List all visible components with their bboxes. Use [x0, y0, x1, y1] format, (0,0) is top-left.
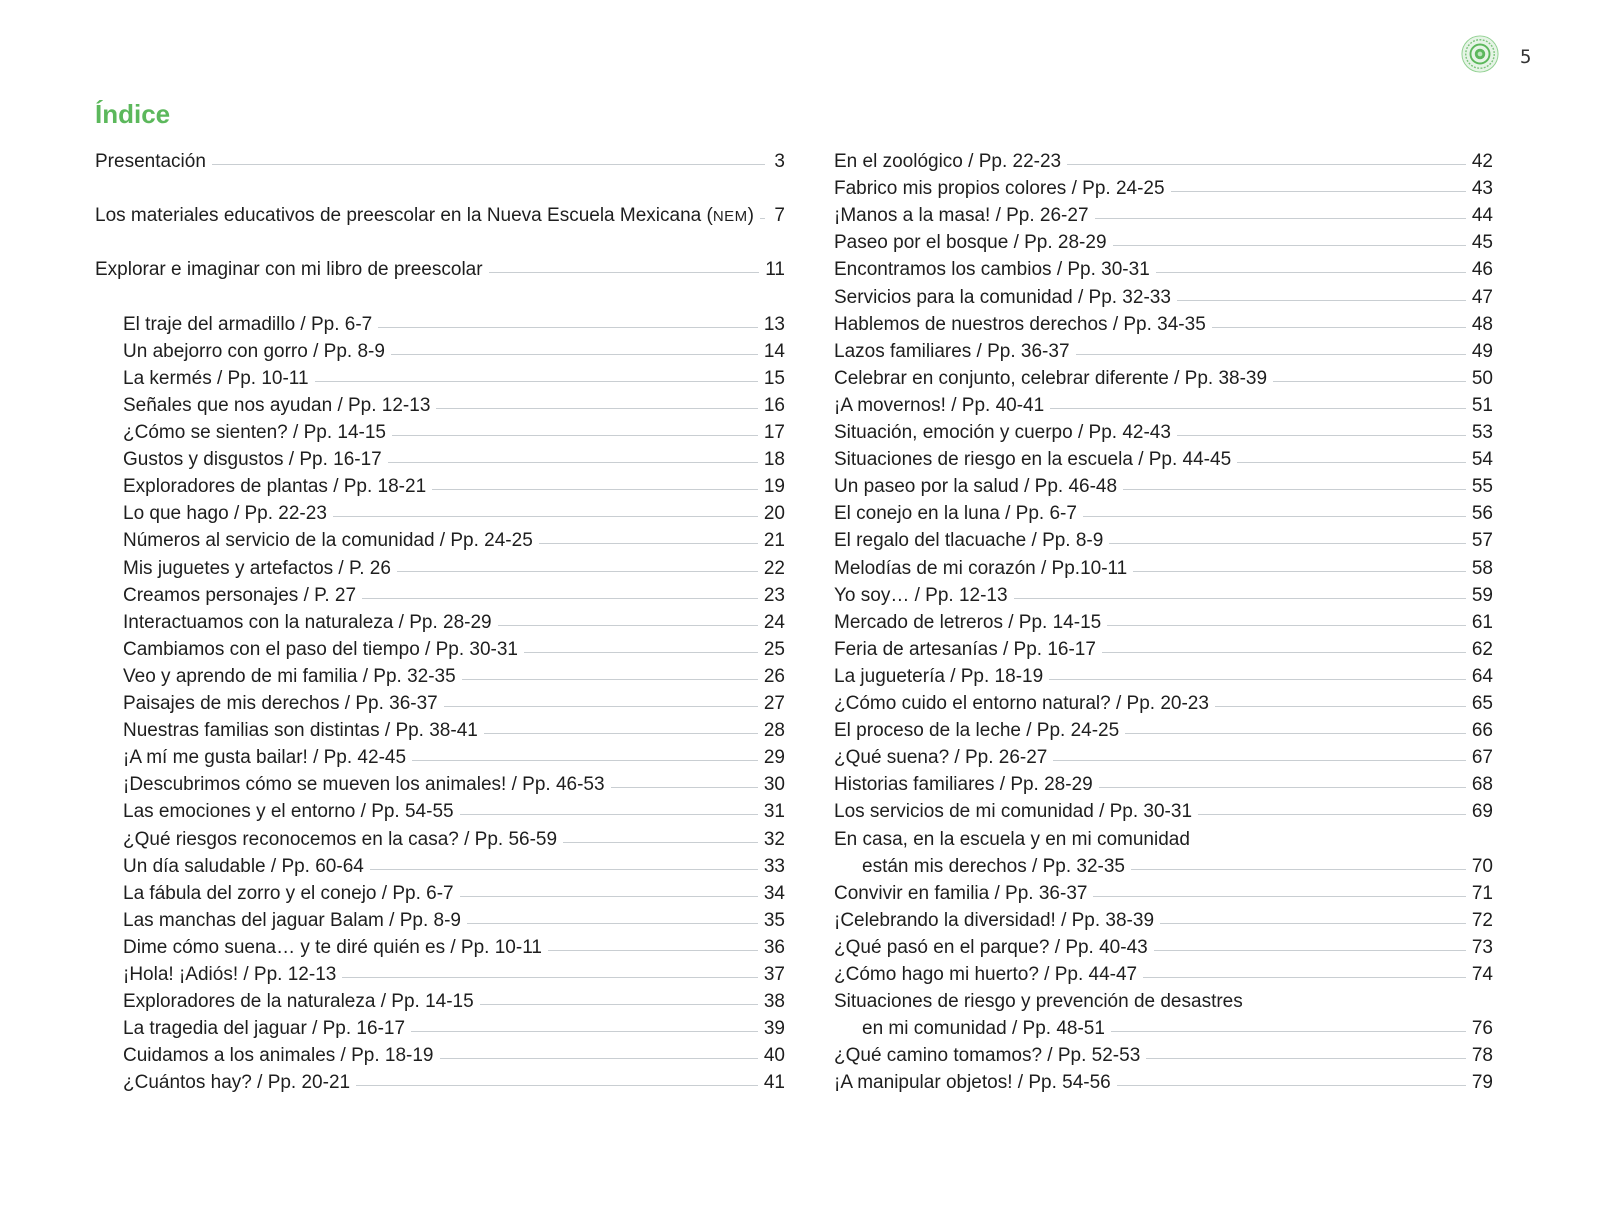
toc-entry[interactable]: [95, 419, 785, 446]
toc-entry-page: 26: [763, 665, 785, 687]
toc-entry-page: 40: [763, 1045, 785, 1067]
toc-entry-page: 42: [1471, 151, 1493, 172]
toc-entry-page: 35: [763, 909, 785, 931]
toc-leader-line: [391, 354, 758, 355]
toc-entry-page: 48: [1471, 313, 1493, 335]
toc-entry-label: ¿Qué camino tomamos? / Pp. 52-53: [834, 1045, 1141, 1067]
toc-entry-label: Encontramos los cambios / Pp. 30-31: [834, 259, 1150, 281]
toc-leader-line: [356, 1085, 758, 1086]
toc-entry-label: ¡Hola! ¡Adiós! / Pp. 12-13: [123, 964, 337, 985]
toc-leader-line: [1014, 598, 1466, 599]
toc-entry-page: 39: [763, 1018, 785, 1040]
toc-entry-page: 71: [1471, 882, 1493, 904]
toc-entry-page: 37: [763, 964, 785, 985]
toc-entry-label: ¡A movernos! / Pp. 40-41: [834, 394, 1045, 416]
toc-entry-page: 11: [765, 259, 785, 281]
toc-leader-line: [333, 516, 758, 517]
toc-entry[interactable]: [834, 527, 1493, 554]
toc-leader-line: [1154, 950, 1466, 951]
toc-entry[interactable]: [95, 961, 785, 988]
toc-entry-page: 51: [1471, 394, 1493, 416]
toc-leader-line: [1177, 435, 1466, 436]
toc-entry[interactable]: [95, 717, 785, 744]
toc-leader-line: [1113, 245, 1466, 246]
toc-entry-label: Gustos y disgustos / Pp. 16-17: [123, 449, 382, 471]
toc-leader-line: [1156, 272, 1466, 273]
toc-entry[interactable]: [834, 202, 1493, 229]
toc-leader-line: [1053, 760, 1465, 761]
toc-entry[interactable]: [834, 609, 1493, 636]
toc-entry-label: Un abejorro con gorro / Pp. 8-9: [123, 340, 385, 362]
toc-leader-line: [1067, 164, 1466, 165]
toc-entry-page: 47: [1471, 286, 1493, 308]
toc-entry-page: 30: [763, 774, 785, 796]
toc-entry-label: La kermés / Pp. 10-11: [123, 367, 309, 389]
toc-entry[interactable]: [95, 446, 785, 473]
toc-leader-line: [1177, 300, 1466, 301]
toc-entry-page: 78: [1471, 1045, 1493, 1067]
toc-entry[interactable]: [95, 527, 785, 554]
toc-leader-line: [212, 164, 765, 165]
toc-entry-label: ¿Cuántos hay? / Pp. 20-21: [123, 1072, 351, 1094]
toc-entry[interactable]: [834, 338, 1493, 365]
toc-entry[interactable]: [95, 311, 785, 338]
toc-entry[interactable]: [95, 744, 785, 771]
toc-leader-line: [1095, 218, 1466, 219]
toc-entry[interactable]: [95, 826, 785, 853]
toc-entry-page: 45: [1471, 232, 1493, 254]
toc-entry-label: ¡Manos a la masa! / Pp. 26-27: [834, 205, 1089, 227]
toc-entry-page: 46: [1471, 259, 1493, 281]
toc-entry[interactable]: [95, 907, 785, 934]
toc-entry-label: Un paseo por la salud / Pp. 46-48: [834, 476, 1118, 498]
toc-entry-label: Interactuamos con la naturaleza / Pp. 28-29: [123, 611, 492, 633]
toc-entry-label: Convivir en familia / Pp. 36-37: [834, 882, 1088, 904]
toc-entry-label: ¡Celebrando la diversidad! / Pp. 38-39: [834, 909, 1155, 931]
toc-entry-label: ¿Cómo cuido el entorno natural? / Pp. 20-23: [834, 693, 1209, 714]
toc-entry-label: Veo y aprendo de mi familia / Pp. 32-35: [123, 665, 456, 687]
toc-entry-label: Paisajes de mis derechos / Pp. 36-37: [123, 693, 438, 714]
toc-entry-page: 66: [1471, 720, 1493, 742]
toc-entry[interactable]: [95, 880, 785, 907]
toc-entry-page: 65: [1471, 693, 1493, 714]
toc-entry[interactable]: [95, 771, 785, 798]
toc-leader-line: [392, 435, 758, 436]
toc-leader-line: [489, 272, 760, 273]
toc-entry-label: Las manchas del jaguar Balam / Pp. 8-9: [123, 909, 461, 931]
toc-leader-line: [1273, 381, 1466, 382]
toc-entry[interactable]: [95, 555, 785, 582]
toc-entry-label: ¡A mí me gusta bailar! / Pp. 42-45: [123, 747, 407, 769]
toc-leader-line: [480, 1004, 758, 1005]
toc-entry-label: ¡A manipular objetos! / Pp. 54-56: [834, 1072, 1111, 1094]
toc-leader-line: [611, 787, 758, 788]
toc-entry-label: Nuestras familias son distintas / Pp. 38-41: [123, 720, 478, 742]
page-number: 5: [1520, 46, 1532, 68]
toc-leader-line: [397, 571, 758, 572]
toc-entry-page: 28: [763, 720, 785, 742]
toc-entry-label: Creamos personajes / P. 27: [123, 584, 357, 606]
toc-entry-page: 17: [763, 422, 785, 443]
toc-leader-line: [524, 652, 758, 653]
toc-entry[interactable]: [834, 1042, 1493, 1069]
toc-entry-label: Situaciones de riesgo en la escuela / Pp. 44-45: [834, 449, 1232, 471]
toc-entry-label: Los servicios de mi comunidad / Pp. 30-31: [834, 801, 1193, 823]
toc-entry-page: 29: [763, 747, 785, 769]
toc-entry-page: 73: [1471, 936, 1493, 958]
toc-entry[interactable]: [834, 636, 1493, 663]
toc-entry-page: 20: [763, 503, 785, 525]
toc-entry[interactable]: [834, 582, 1493, 609]
toc-entry-page: 57: [1471, 530, 1493, 552]
toc-leader-line: [1107, 625, 1466, 626]
toc-leader-line: [460, 814, 758, 815]
toc-entry[interactable]: [95, 500, 785, 527]
toc-leader-line: [1050, 408, 1466, 409]
toc-entry[interactable]: [834, 1015, 1493, 1042]
toc-leader-line: [440, 1058, 758, 1059]
toc-entry[interactable]: [834, 934, 1493, 961]
toc-leader-line: [539, 543, 758, 544]
toc-entry-label: Cuidamos a los animales / Pp. 18-19: [123, 1045, 434, 1067]
toc-entry[interactable]: [95, 934, 785, 961]
green-circular-emblem-icon: [1461, 35, 1499, 73]
toc-entry-page: 59: [1471, 584, 1493, 606]
toc-entry-page: 50: [1471, 367, 1493, 389]
toc-entry-label: Exploradores de la naturaleza / Pp. 14-15: [123, 991, 474, 1013]
toc-entry-label: Lazos familiares / Pp. 36-37: [834, 340, 1070, 362]
toc-entry-label: Fabrico mis propios colores / Pp. 24-25: [834, 178, 1165, 200]
toc-entry-label: Explorar e imaginar con mi libro de preescolar: [95, 259, 483, 281]
toc-leader-line: [411, 1031, 758, 1032]
toc-entry[interactable]: [834, 826, 1493, 853]
toc-leader-line: [1102, 652, 1466, 653]
toc-leader-line: [370, 869, 758, 870]
toc-entry-label: En casa, en la escuela y en mi comunidad: [834, 828, 1190, 850]
toc-leader-line: [432, 489, 758, 490]
toc-leader-line: [548, 950, 758, 951]
toc-entry[interactable]: [95, 338, 785, 365]
toc-entry-page: 3: [774, 151, 785, 172]
toc-entry-page: 14: [763, 340, 785, 362]
toc-entry[interactable]: [95, 798, 785, 825]
toc-entry[interactable]: [95, 1069, 785, 1096]
toc-leader-line: [1237, 462, 1466, 463]
toc-entry[interactable]: [834, 473, 1493, 500]
toc-entry-label: Feria de artesanías / Pp. 16-17: [834, 638, 1096, 660]
toc-entry-page: 36: [763, 936, 785, 958]
toc-entry-label: El traje del armadillo / Pp. 6-7: [123, 313, 373, 335]
toc-entry[interactable]: [834, 311, 1493, 338]
toc-entry-page: 58: [1471, 557, 1493, 579]
toc-entry[interactable]: [834, 392, 1493, 419]
toc-entry-page: 54: [1471, 449, 1493, 471]
toc-leader-line: [362, 598, 758, 599]
toc-entry[interactable]: [95, 256, 785, 283]
toc-leader-line: [1111, 1031, 1466, 1032]
toc-entry-page: 72: [1471, 909, 1493, 931]
toc-entry-label: Hablemos de nuestros derechos / Pp. 34-35: [834, 313, 1206, 335]
toc-entry-label: ¿Qué pasó en el parque? / Pp. 40-43: [834, 936, 1148, 958]
toc-entry[interactable]: [834, 1069, 1493, 1096]
toc-entry[interactable]: [95, 365, 785, 392]
toc-entry-page: 22: [763, 557, 785, 579]
toc-entry-label: La tragedia del jaguar / Pp. 16-17: [123, 1018, 406, 1040]
toc-entry-label: Presentación: [95, 151, 206, 172]
toc-entry-page: 61: [1471, 611, 1493, 633]
toc-entry-label: Un día saludable / Pp. 60-64: [123, 855, 364, 877]
toc-entry-label: ¿Qué riesgos reconocemos en la casa? / Pp. 56-59: [123, 828, 558, 850]
toc-leader-line: [484, 733, 758, 734]
toc-entry[interactable]: [95, 663, 785, 690]
toc-leader-line: [1125, 733, 1466, 734]
toc-entry-label: Los materiales educativos de preescolar en la Nueva Escuela Mexicana (NEM): [95, 205, 754, 227]
toc-leader-line: [1146, 1058, 1466, 1059]
toc-entry-page: 43: [1471, 178, 1493, 200]
toc-leader-line: [1215, 706, 1466, 707]
toc-entry[interactable]: [95, 1015, 785, 1042]
toc-entry-label: La fábula del zorro y el conejo / Pp. 6-7: [123, 882, 454, 904]
toc-entry[interactable]: [95, 473, 785, 500]
toc-entry[interactable]: [834, 229, 1493, 256]
toc-entry-label: Dime cómo suena… y te diré quién es / Pp. 10-11: [123, 936, 542, 958]
toc-leader-line: [378, 327, 758, 328]
toc-leader-line: [444, 706, 758, 707]
toc-entry-page: 68: [1471, 774, 1493, 796]
toc-leader-line: [1083, 516, 1466, 517]
toc-entry-page: 19: [763, 476, 785, 498]
toc-entry-page: 7: [774, 205, 785, 227]
toc-entry-label: Señales que nos ayudan / Pp. 12-13: [123, 394, 431, 416]
toc-entry-page: 53: [1471, 422, 1493, 443]
toc-entry-page: 34: [763, 882, 785, 904]
toc-entry[interactable]: [834, 256, 1493, 283]
toc-leader-line: [1143, 977, 1466, 978]
toc-entry-page: 79: [1471, 1072, 1493, 1094]
toc-entry-page: 70: [1471, 855, 1493, 877]
toc-entry[interactable]: [834, 961, 1493, 988]
toc-entry-label: Yo soy… / Pp. 12-13: [834, 584, 1008, 606]
toc-entry[interactable]: [834, 555, 1493, 582]
toc-leader-line: [1099, 787, 1466, 788]
toc-entry-label: Mis juguetes y artefactos / P. 26: [123, 557, 391, 579]
toc-leader-line: [1131, 869, 1466, 870]
toc-leader-line: [412, 760, 758, 761]
toc-entry-page: 21: [763, 530, 785, 552]
toc-entry[interactable]: [834, 365, 1493, 392]
toc-entry-page: 64: [1471, 665, 1493, 687]
toc-entry-page: 55: [1471, 476, 1493, 498]
toc-entry-page: 62: [1471, 638, 1493, 660]
toc-leader-line: [498, 625, 758, 626]
toc-leader-line: [1160, 923, 1466, 924]
toc-entry-label: Servicios para la comunidad / Pp. 32-33: [834, 286, 1171, 308]
toc-entry-page: 76: [1471, 1018, 1493, 1040]
toc-entry[interactable]: [834, 446, 1493, 473]
page-title: Índice: [95, 99, 171, 129]
toc-entry[interactable]: [834, 744, 1493, 771]
toc-entry-label: Situaciones de riesgo y prevención de desastres: [834, 991, 1243, 1013]
toc-leader-line: [342, 977, 758, 978]
toc-entry-label: ¡Descubrimos cómo se mueven los animales! / Pp. 46-53: [123, 774, 605, 796]
toc-leader-line: [1049, 679, 1466, 680]
toc-leader-line: [388, 462, 758, 463]
toc-entry-label: Las emociones y el entorno / Pp. 54-55: [123, 801, 454, 823]
toc-entry-label: ¿Cómo hago mi huerto? / Pp. 44-47: [834, 964, 1138, 985]
toc-entry[interactable]: [95, 202, 785, 229]
toc-leader-line: [1133, 571, 1466, 572]
toc-entry-label: El regalo del tlacuache / Pp. 8-9: [834, 530, 1104, 552]
toc-entry-label: Números al servicio de la comunidad / Pp. 24-25: [123, 530, 533, 552]
toc-entry[interactable]: [834, 148, 1493, 175]
toc-entry-label: ¿Cómo se sienten? / Pp. 14-15: [123, 422, 386, 443]
toc-entry[interactable]: [834, 771, 1493, 798]
toc-entry-page: 69: [1471, 801, 1493, 823]
toc-entry-page: 32: [763, 828, 785, 850]
toc-entry-label: Lo que hago / Pp. 22-23: [123, 503, 327, 525]
toc-entry[interactable]: [834, 853, 1493, 880]
toc-entry-page: 41: [763, 1072, 785, 1094]
toc-entry-label: La juguetería / Pp. 18-19: [834, 665, 1044, 687]
toc-entry-label: En el zoológico / Pp. 22-23: [834, 151, 1062, 172]
toc-leader-line: [1198, 814, 1466, 815]
toc-leader-line: [563, 842, 758, 843]
toc-entry-label: El proceso de la leche / Pp. 24-25: [834, 720, 1120, 742]
toc-entry-page: 27: [763, 693, 785, 714]
toc-entry-label: El conejo en la luna / Pp. 6-7: [834, 503, 1077, 525]
toc-entry-label: en mi comunidad / Pp. 48-51: [862, 1018, 1105, 1040]
toc-leader-line: [1123, 489, 1466, 490]
toc-entry-label: Situación, emoción y cuerpo / Pp. 42-43: [834, 422, 1171, 443]
toc-leader-line: [760, 218, 765, 219]
toc-entry[interactable]: [834, 663, 1493, 690]
toc-entry[interactable]: [834, 988, 1493, 1015]
toc-entry-page: 33: [763, 855, 785, 877]
toc-entry-label: Historias familiares / Pp. 28-29: [834, 774, 1093, 796]
toc-entry-page: 38: [763, 991, 785, 1013]
toc-entry-label: Paseo por el bosque / Pp. 28-29: [834, 232, 1107, 254]
toc-leader-line: [315, 381, 758, 382]
toc-entry-page: 56: [1471, 503, 1493, 525]
toc-entry[interactable]: [95, 690, 785, 717]
toc-entry[interactable]: [95, 988, 785, 1015]
toc-leader-line: [1212, 327, 1466, 328]
toc-entry-page: 23: [763, 584, 785, 606]
toc-entry[interactable]: [834, 880, 1493, 907]
toc-entry-page: 31: [763, 801, 785, 823]
toc-entry[interactable]: [95, 148, 785, 175]
toc-leader-line: [1117, 1085, 1466, 1086]
toc-leader-line: [1109, 543, 1466, 544]
toc-entry-label: Cambiamos con el paso del tiempo / Pp. 30-31: [123, 638, 518, 660]
toc-entry-page: 74: [1471, 964, 1493, 985]
toc-entry[interactable]: [834, 500, 1493, 527]
toc-entry[interactable]: [834, 690, 1493, 717]
toc-entry[interactable]: [95, 636, 785, 663]
toc-entry[interactable]: [834, 419, 1493, 446]
toc-entry[interactable]: [95, 853, 785, 880]
toc-entry-page: 24: [763, 611, 785, 633]
toc-entry-page: 49: [1471, 340, 1493, 362]
toc-entry[interactable]: [834, 717, 1493, 744]
toc-entry[interactable]: [834, 798, 1493, 825]
toc-entry-label: Celebrar en conjunto, celebrar diferente / Pp. 38-39: [834, 367, 1268, 389]
toc-entry-label: Mercado de letreros / Pp. 14-15: [834, 611, 1102, 633]
toc-entry-label: están mis derechos / Pp. 32-35: [862, 855, 1125, 877]
toc-entry[interactable]: [95, 582, 785, 609]
toc-leader-line: [1171, 191, 1466, 192]
toc-entry[interactable]: [95, 1042, 785, 1069]
toc-leader-line: [1076, 354, 1466, 355]
toc-entry-page: 25: [763, 638, 785, 660]
toc-leader-line: [462, 679, 758, 680]
toc-entry-page: 13: [763, 313, 785, 335]
toc-entry-page: 15: [763, 367, 785, 389]
toc-entry[interactable]: [834, 175, 1493, 202]
toc-entry-page: 16: [763, 394, 785, 416]
toc-leader-line: [436, 408, 757, 409]
toc-entry-label: Melodías de mi corazón / Pp.10-11: [834, 557, 1128, 579]
toc-entry-page: 44: [1471, 205, 1493, 227]
toc-entry-label: ¿Qué suena? / Pp. 26-27: [834, 747, 1048, 769]
toc-entry[interactable]: [834, 907, 1493, 934]
toc-entry[interactable]: [95, 392, 785, 419]
toc-leader-line: [467, 923, 758, 924]
toc-leader-line: [460, 896, 758, 897]
toc-entry[interactable]: [95, 609, 785, 636]
toc-leader-line: [1093, 896, 1465, 897]
toc-entry-label: Exploradores de plantas / Pp. 18-21: [123, 476, 427, 498]
toc-entry-page: 18: [763, 449, 785, 471]
toc-entry-page: 67: [1471, 747, 1493, 769]
toc-entry[interactable]: [834, 284, 1493, 311]
